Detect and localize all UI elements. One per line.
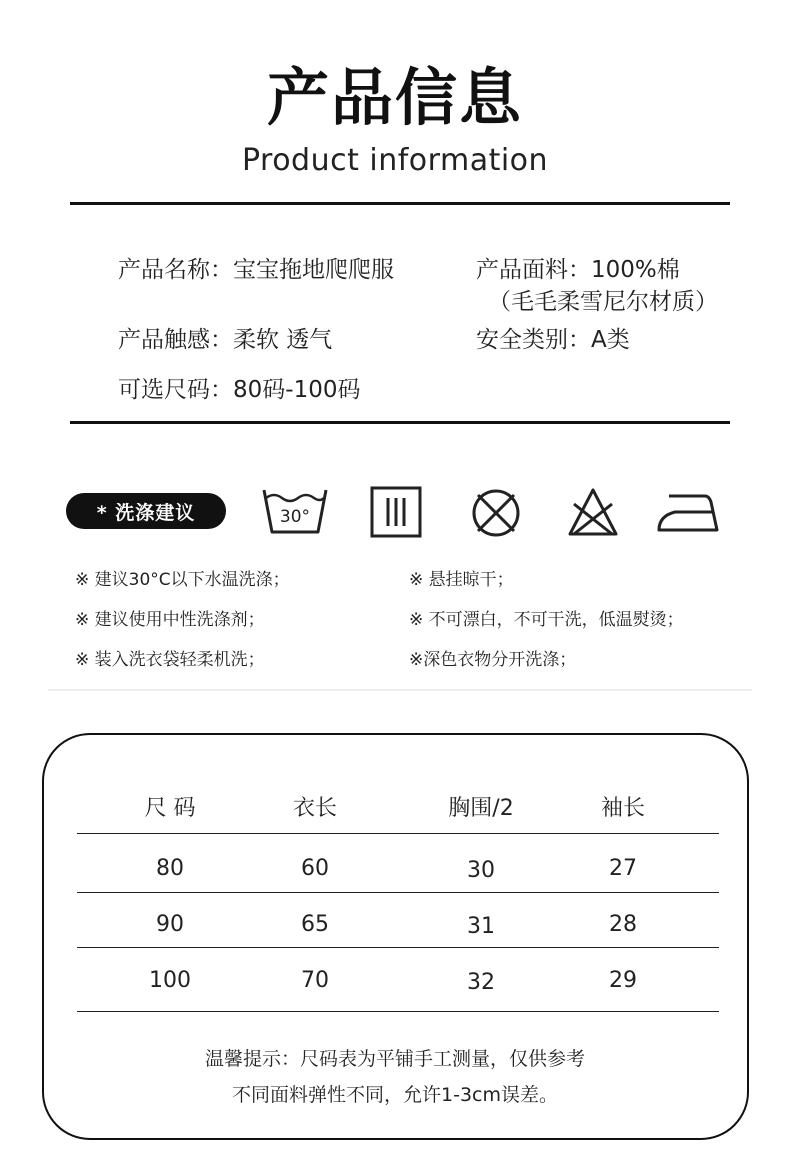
- header-chest: 胸围/2: [448, 796, 514, 821]
- wash-30-icon: [262, 486, 328, 536]
- tip-line-1: 温馨提示：尺码表为平铺手工测量，仅供参考: [204, 1048, 585, 1070]
- header-size: 尺 码: [144, 796, 196, 821]
- table-cell: 65: [301, 912, 329, 937]
- table-cell: 100: [149, 968, 191, 993]
- header-length: 衣长: [292, 796, 337, 821]
- table-divider: [77, 892, 719, 893]
- header-sleeve: 袖长: [600, 796, 645, 821]
- product-fabric-note: （毛毛柔雪尼尔材质）: [488, 289, 718, 315]
- divider-bottom: [70, 421, 730, 424]
- page-title: 产品信息: [266, 61, 523, 134]
- table-cell: 60: [301, 856, 329, 881]
- divider-top: [70, 202, 730, 205]
- product-safety: 安全类别：A类: [476, 327, 630, 353]
- table-cell: 70: [301, 968, 329, 993]
- product-fabric: 产品面料：100%棉: [476, 257, 680, 283]
- page-subtitle: Product information: [241, 143, 549, 178]
- product-feel: 产品触感：柔软 透气: [118, 327, 333, 353]
- table-cell: 30: [467, 858, 495, 883]
- table-cell: 80: [156, 856, 184, 881]
- wash-temp-label: 30°: [279, 507, 311, 527]
- care-left-3: ※ 装入洗衣袋轻柔机洗；: [75, 650, 265, 670]
- product-name: 产品名称：宝宝拖地爬爬服: [118, 257, 394, 283]
- table-cell: 27: [609, 856, 637, 881]
- table-cell: 29: [609, 968, 637, 993]
- care-right-2: ※ 不可漂白，不可干洗，低温熨烫；: [409, 610, 684, 630]
- low-iron-icon: [655, 490, 719, 534]
- table-divider: [77, 833, 719, 834]
- table-cell: 31: [467, 914, 495, 939]
- care-left-2: ※ 建议使用中性洗涤剂；: [75, 610, 265, 630]
- table-divider: [77, 1011, 719, 1012]
- care-left-1: ※ 建议30°C以下水温洗涤；: [75, 570, 290, 590]
- no-dry-clean-icon: [470, 487, 522, 539]
- tip-line-2: 不同面料弹性不同，允许1-3cm误差。: [232, 1084, 558, 1106]
- table-divider: [77, 947, 719, 948]
- care-right-3: ※深色衣物分开洗涤；: [409, 650, 577, 670]
- hang-dry-icon: [370, 486, 422, 538]
- care-right-1: ※ 悬挂晾干；: [409, 570, 514, 590]
- table-cell: 32: [467, 970, 495, 995]
- product-sizes: 可选尺码：80码-100码: [118, 377, 361, 403]
- table-cell: 90: [156, 912, 184, 937]
- no-bleach-icon: [566, 486, 620, 538]
- section-divider: [48, 689, 752, 691]
- table-cell: 28: [609, 912, 637, 937]
- care-badge: * 洗涤建议: [66, 493, 226, 529]
